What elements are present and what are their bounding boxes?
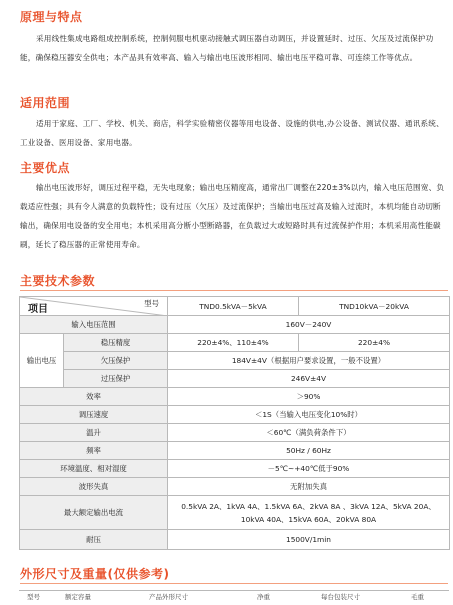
row-label-freq: 频率 <box>20 442 168 460</box>
row-label-input-range: 输入电压范围 <box>20 316 168 334</box>
row-value-freq: 50Hz / 60Hz <box>168 442 450 460</box>
row-label-env: 环境温度、相对湿度 <box>20 460 168 478</box>
row-value-efficiency: ＞90% <box>168 388 450 406</box>
row-value-undervolt: 184V±4V（根据用户要求设置，一般不设置） <box>168 352 450 370</box>
header-corner-cell <box>20 297 168 316</box>
table-row <box>20 316 450 334</box>
row-value-wave: 无附加失真 <box>168 478 450 496</box>
row-label-efficiency: 效率 <box>20 388 168 406</box>
row-value-temp: ＜60℃（满负荷条件下） <box>168 424 450 442</box>
table-row <box>20 478 450 496</box>
row-group-output-voltage: 输出电压 <box>20 334 64 388</box>
dims-col-net-weight: 净重 <box>257 593 270 601</box>
row-value-regulation-b: 220±4% <box>299 334 450 352</box>
row-value-input-range: 160V－240V <box>168 316 450 334</box>
section-title-principle: 原理与特点 <box>20 10 83 24</box>
header-model-label: 型号 <box>144 299 159 308</box>
table-row <box>20 406 450 424</box>
table-row <box>20 496 450 530</box>
advantages-text <box>20 178 446 254</box>
table-header-row <box>20 297 450 316</box>
row-value-overvolt: 246V±4V <box>168 370 450 388</box>
section-title-specs: 主要技术参数 <box>20 274 96 288</box>
row-value-env: －5℃~+40℃低于90% <box>168 460 450 478</box>
table-row <box>20 460 450 478</box>
table-row <box>20 388 450 406</box>
section-title-advantages: 主要优点 <box>20 161 71 175</box>
row-value-max-current: 0.5kVA 2A、1kVA 4A、1.5kVA 6A、2kVA 8A 、3kVA 12A、5kVA 20A、10kVA 40A、15kVA 60A、20kVA 80A <box>168 496 450 530</box>
row-value-withstand: 1500V/1min <box>168 530 450 550</box>
advantages-text-body: 输出电压波形好，调压过程平稳，无失电现象；输出电压精度高，通常出厂调整在220±3%以内，输入电压范围宽、负载适应性强；具有令人满意的负载特性；设有过压（欠压）及过流保护；当输出电压过高及输入过流时，本机均能自动切断输出，确保用电设备的安全用电；本机采用高分断小型断路器，在负载过大或短路时具有过流保护作用；本机采用高性能碳刷，延长了稳压器的正常使用寿命。 <box>20 183 445 249</box>
row-label-temp: 温升 <box>20 424 168 442</box>
row-label-overvolt: 过压保护 <box>64 370 168 388</box>
section-rule-dims <box>20 583 448 584</box>
row-label-max-current: 最大额定输出电流 <box>20 496 168 530</box>
spec-table <box>19 296 450 550</box>
row-label-regulation: 稳压精度 <box>64 334 168 352</box>
header-model-a: TND0.5kVA－5kVA <box>168 297 299 316</box>
scope-text-body: 适用于家庭、工厂、学校、机关、商店，科学实验精密仪器等用电设备、设施的供电,办公设备、测试仪器、通讯系统、工业设备、医用设备、家用电器。 <box>20 119 444 147</box>
header-item-label: 项目 <box>28 304 48 315</box>
header-model-b: TND10kVA－20kVA <box>299 297 450 316</box>
dims-col-gross-weight: 毛重 <box>411 593 424 601</box>
dims-col-model: 型号 <box>27 593 40 601</box>
row-label-undervolt: 欠压保护 <box>64 352 168 370</box>
principle-text <box>20 29 446 67</box>
section-rule-specs <box>20 290 448 291</box>
dims-col-capacity: 额定容量 <box>65 593 91 601</box>
row-label-withstand: 耐压 <box>20 530 168 550</box>
row-label-wave: 波形失真 <box>20 478 168 496</box>
table-row <box>20 352 450 370</box>
row-label-speed: 调压速度 <box>20 406 168 424</box>
dims-table-header <box>19 590 449 605</box>
row-value-regulation-a: 220±4%、110±4% <box>168 334 299 352</box>
section-title-scope: 适用范围 <box>20 96 71 110</box>
section-title-dims: 外形尺寸及重量(仅供参考) <box>20 567 170 581</box>
scope-text <box>20 114 446 152</box>
table-row <box>20 442 450 460</box>
table-row <box>20 424 450 442</box>
principle-text-body: 采用线性集成电路组成控制系统，控制伺服电机驱动接触式调压器自动调压，并设置延时、过压、欠压及过流保护功能，确保稳压器安全供电；本产品具有效率高、输入与输出电压波形相同、输出电压平稳可靠、可连续工作等优点。 <box>20 34 434 62</box>
dims-col-size: 产品外形尺寸 <box>149 593 188 601</box>
row-value-speed: ＜1S（当输入电压变化10%时） <box>168 406 450 424</box>
table-row <box>20 530 450 550</box>
dims-col-package-size: 每台包装尺寸 <box>321 593 360 601</box>
table-row <box>20 370 450 388</box>
table-row <box>20 334 450 352</box>
